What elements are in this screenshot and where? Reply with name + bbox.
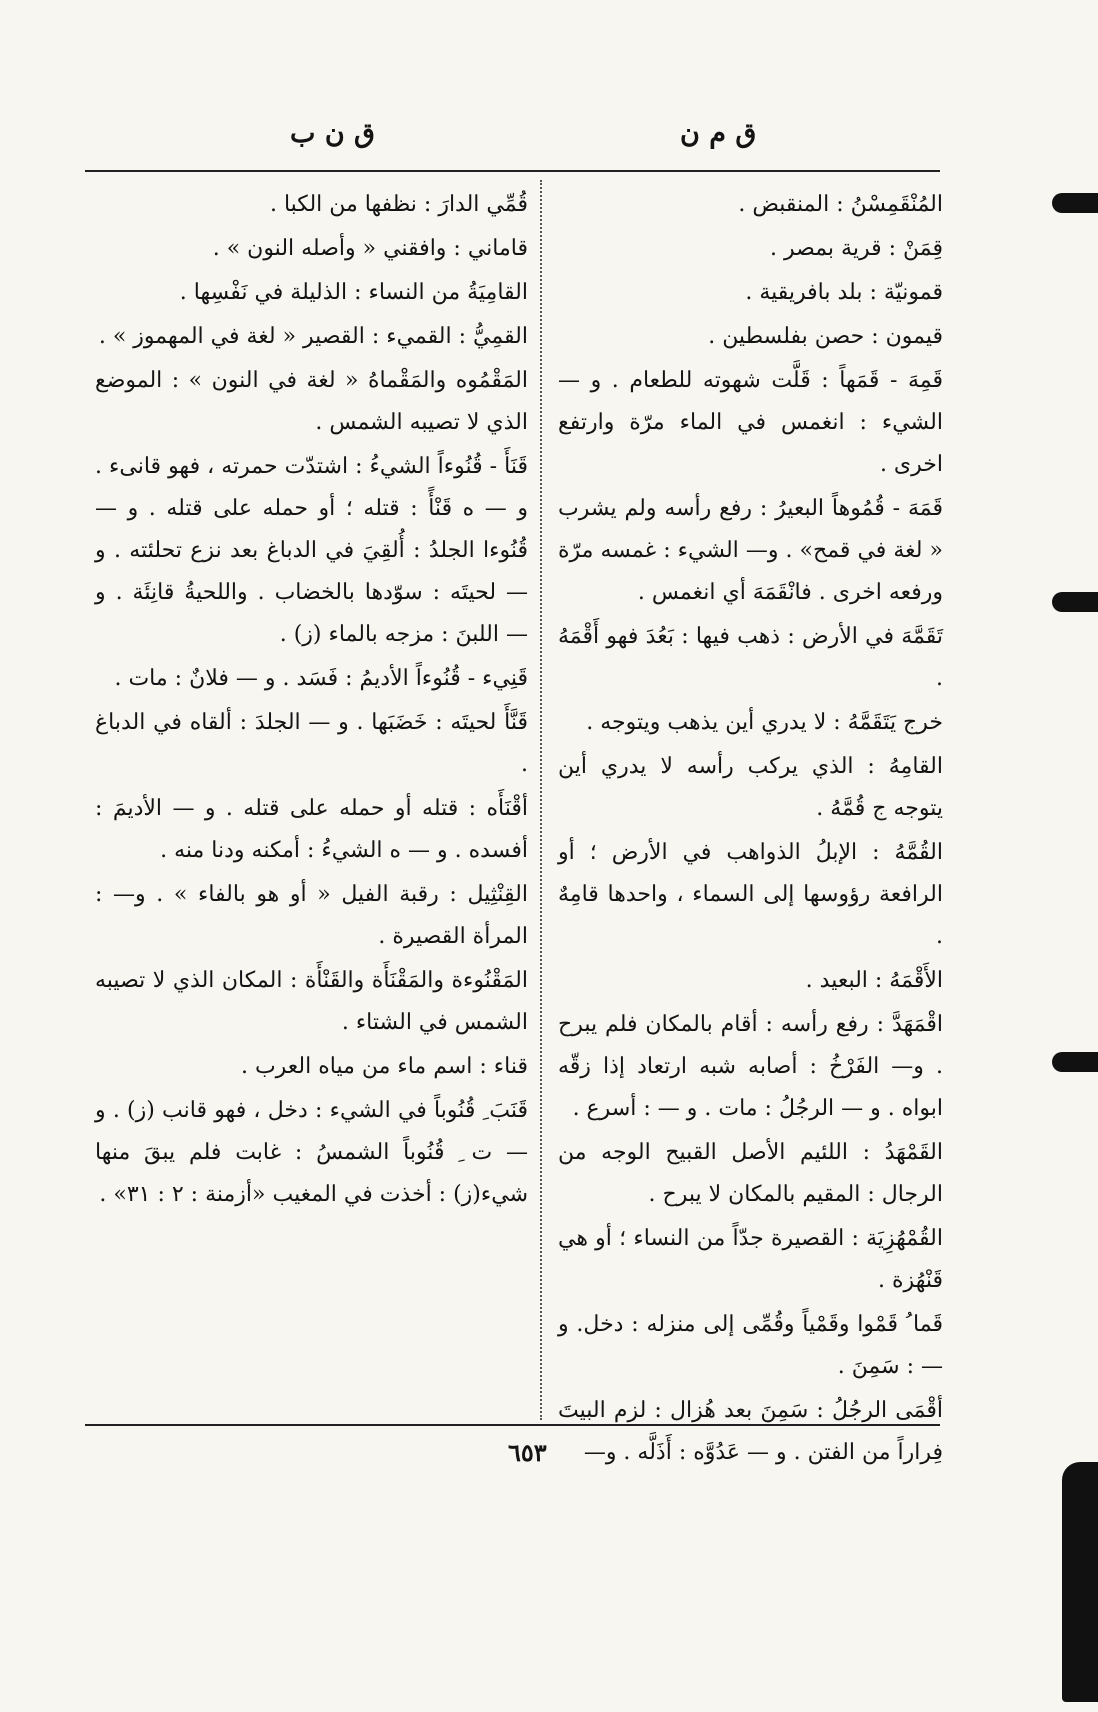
entry: القامِيَةُ من النساء : الذليلة في نَفْسِها . [179, 280, 528, 305]
header-left-letters: ق ن ب [290, 118, 375, 149]
entry: قَنَبَ ِ قُنُوباً في الشيء : دخل ، فهو قانب (ز) . و — ت ِ قُنُوباً الشمسُ : غابت فلم يبقَ منها شيء(ز) : أخذت في المغيب «أزمنة : ٢ : ٣١» . [95, 1098, 528, 1207]
column-divider [540, 180, 542, 1420]
thumb-index-tab [1062, 1462, 1098, 1702]
entry: اقْمَهَدَّ : رفع رأسه : أقام بالمكان فلم يبرح . و— الفَرْخُ : أصابه شبه ارتعاد إذا زقّه ابواه . و — الرجُلُ : مات . و — : أسرع . [558, 1012, 943, 1121]
entry: خرج يَتَقَمَّهُ : لا يدري أين يذهب ويتوجه . [586, 710, 943, 735]
entry: القَمْهَدُ : اللئيم الأصل القبيح الوجه من الرجال : المقيم بالمكان لا يبرح . [558, 1140, 943, 1207]
bottom-rule [85, 1424, 940, 1426]
entry: قُمِّي الدارَ : نظفها من الكبا . [269, 192, 528, 217]
entry: قَنِيء - قُنُوءاً الأديمُ : فَسَد . و — فلانٌ : مات . [114, 666, 528, 691]
entry: قَمَهَ - قُمُوهاً البعيرُ : رفع رأسه ولم يشرب « لغة في قمح» . و— الشيء : غمسه مرّة ورفعه اخرى . فانْقَمَهَ أي انغمس . [558, 496, 943, 605]
entry: قَما ُ قَمْوا وقَمْياً وقُمِّى إلى منزله : دخل. و — : سَمِنَ . [558, 1312, 943, 1379]
header-right-letters: ق م ن [680, 118, 757, 149]
entry: أقْنَأَه : قتله أو حمله على قتله . و — الأديمَ : أفسده . و — ه الشيءُ : أمكنه ودنا منه . [95, 796, 528, 863]
page-number: ٦٥٣ [508, 1438, 547, 1467]
entry: المُنْقَمِسْنُ : المنقبض . [738, 192, 943, 217]
entry: قاماني : وافقني « وأصله النون » . [212, 236, 528, 261]
top-rule [85, 170, 940, 172]
entry: المَقْنُوءة والمَقْنَأَة والقَنْأَة : المكان الذي لا تصيبه الشمس في الشتاء . [95, 968, 528, 1035]
entry: قَمِهَ - قَمَهاً : قَلَّت شهوته للطعام . و — الشيء : انغمس في الماء مرّة وارتفع اخرى . [558, 368, 943, 477]
entry: الأَقْمَهُ : البعيد . [805, 968, 943, 993]
entry: قناء : اسم ماء من مياه العرب . [240, 1054, 528, 1079]
entry: تَقَمَّهَ في الأرض : ذهب فيها : بَعُدَ فهو أَقْمَهُ . [558, 624, 943, 691]
left-column [95, 184, 528, 1218]
entry: قيمون : حصن بفلسطين . [708, 324, 943, 349]
thumb-index-tab [1052, 592, 1098, 612]
thumb-index-tab [1052, 1052, 1098, 1072]
entry: القمِيُّ : القميء : القصير « لغة في المهموز » . [98, 324, 528, 349]
thumb-index-tab [1052, 193, 1098, 213]
entry: قِمَنْ : قرية بمصر . [770, 236, 943, 261]
entry: أقْمَى الرجُلُ : سَمِنَ بعد هُزال : لزم البيتَ فِراراً من الفتن . و — عَدُوَّه : أَذَلَّه . و— [558, 1398, 943, 1465]
entry: القِنْثِيل : رقبة الفيل « أو هو بالفاء » . و— : المرأة القصيرة . [95, 882, 528, 949]
entry: قمونيّة : بلد بافريقية . [745, 280, 943, 305]
right-column [558, 184, 943, 1476]
entry: القُمَّهُ : الإبلُ الذواهب في الأرض ؛ أو الرافعة رؤوسها إلى السماء ، واحدها قامِهٌ . [558, 840, 943, 949]
entry: القامِهُ : الذي يركب رأسه لا يدري أين يتوجه ج قُمَّهُ . [558, 754, 943, 821]
entry: القُمْهُزِيَة : القصيرة جدّاً من النساء ؛ أو هي قَنْهُزة . [558, 1226, 943, 1293]
entry: المَقْمُوه والمَقْماهُ « لغة في النون » : الموضع الذي لا تصيبه الشمس . [95, 368, 528, 435]
entry: قَنَّأَ لحيتَه : خَضَبَها . و — الجلدَ : ألقاه في الدباغ . [95, 710, 528, 777]
entry: قَنَأَ - قُنُوءاً الشيءُ : اشتدّت حمرته ، فهو قانىء . و — ه قَنْأً : قتله ؛ أو حمله على قتله . و — قُنُوءا الجلدُ : أُلقِيَ في الدباغ بعد نزع تحلئته . و — لحيتَه : سوّدها بالخضاب . واللحيةُ قانِئَة . و — اللبنَ : مزجه بالماء (ز) . [95, 454, 528, 647]
